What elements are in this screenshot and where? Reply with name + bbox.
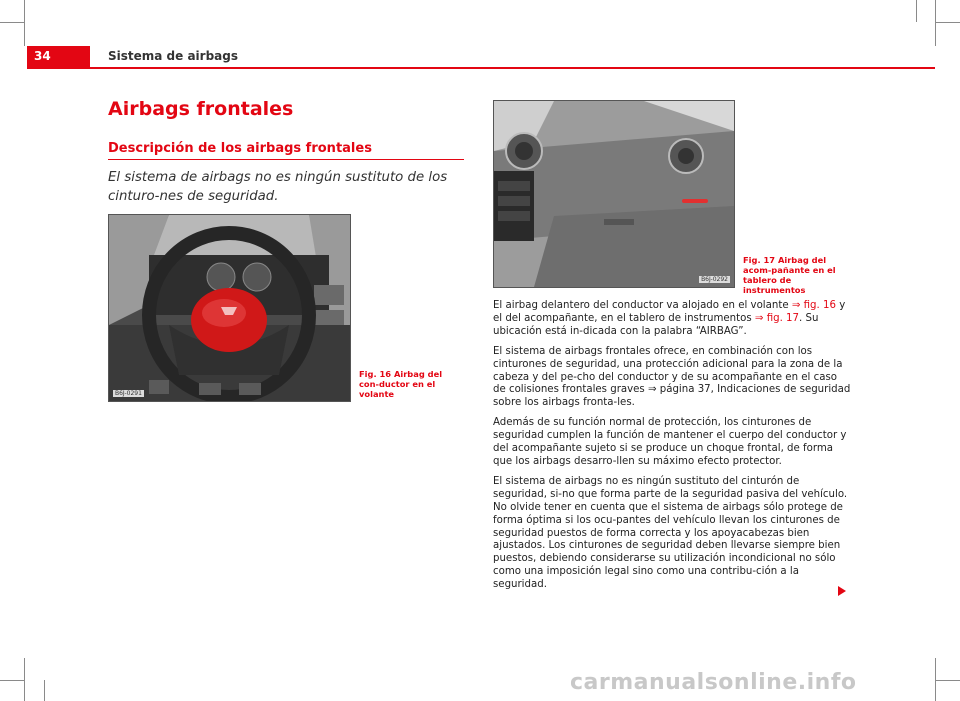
- figure-16-caption: [359, 369, 459, 399]
- watermark: carmanualsonline.info: [570, 670, 857, 695]
- figure-link-17[interactable]: ⇒ fig. 17: [754, 312, 800, 324]
- figure-16-steering-wheel: [108, 214, 351, 402]
- body-text: [493, 300, 851, 599]
- running-header: Sistema de airbags: [108, 49, 239, 63]
- text-run: El airbag delantero del conductor va alojado en el volante: [493, 300, 792, 311]
- subsection-rule: [108, 159, 464, 160]
- lead-paragraph: El sistema de airbags no es ningún sustituto de los cinturo-nes de seguridad.: [108, 170, 448, 204]
- paragraph: Además de su función normal de protección, los cinturones de seguridad cumplen la función de mantener el cuerpo del conductor y del acompañante sujeto si se produce un choque frontal, de forma que los airbags desarro-llen su máximo efecto protector.: [493, 417, 847, 467]
- figure-17-passenger-dashboard: [493, 100, 735, 288]
- crop-mark: [44, 680, 45, 701]
- crop-mark: [936, 680, 960, 681]
- crop-mark: [24, 0, 25, 46]
- text-run: . Su ubicación está in-dicada con la palabra “AIRBAG”.: [493, 312, 819, 337]
- crop-mark: [0, 680, 24, 681]
- crop-mark: [936, 22, 960, 23]
- section-title: Airbags frontales: [108, 98, 294, 120]
- crop-mark: [24, 658, 25, 701]
- dashboard-illustration: [494, 101, 734, 287]
- crop-mark: [935, 658, 936, 701]
- caption-text: Airbag del con-ductor en el volante: [359, 369, 443, 399]
- crop-mark: [916, 0, 917, 22]
- paragraph: El sistema de airbags frontales ofrece, en combinación con los cinturones de seguridad, una protección adicional para la zona de la cabeza y del pe-cho del conductor y de su acompañante en el caso de colisiones frontales graves ⇒ página 37, Indicaciones de seguridad sobre los airbags fronta-les.: [493, 345, 851, 409]
- continue-arrow-icon: [838, 586, 846, 596]
- page-number: 34: [34, 49, 51, 63]
- text-run: y el del acompañante, en el tablero de instrumentos: [493, 300, 846, 324]
- figure-link-16[interactable]: ⇒ fig. 16: [791, 300, 836, 311]
- figure-17-caption: [743, 255, 848, 295]
- subsection-title: Descripción de los airbags frontales: [108, 141, 372, 156]
- caption-label: Fig. 17: [743, 255, 776, 265]
- crop-mark: [0, 22, 24, 23]
- paragraph: El sistema de airbags no es ningún sustituto del cinturón de seguridad, si-no que forma parte de la seguridad pasiva del vehículo. No olvide tener en cuenta que el sistema de airbags sólo protege de forma óptima si los ocu-pantes del vehículo llevan los cinturones de seguridad puestos de forma correcta y los apoyacabezas bien ajustados. Los cinturones de seguridad deben llevarse siempre bien puestos, debiendo considerarse su utilización incondicional no sólo como una imposición legal sino como una contribu-ción a la seguridad.: [493, 475, 848, 591]
- caption-label: Fig. 16: [359, 369, 392, 379]
- header-rule: [27, 67, 935, 69]
- figure-code: B6J-0291: [115, 390, 142, 397]
- crop-mark: [935, 0, 936, 46]
- caption-text: Airbag del acom-pañante en el tablero de instrumentos: [743, 255, 836, 295]
- steering-wheel-illustration: [109, 215, 350, 401]
- paragraph: [493, 300, 851, 339]
- figure-code: B6J-0292: [701, 276, 728, 283]
